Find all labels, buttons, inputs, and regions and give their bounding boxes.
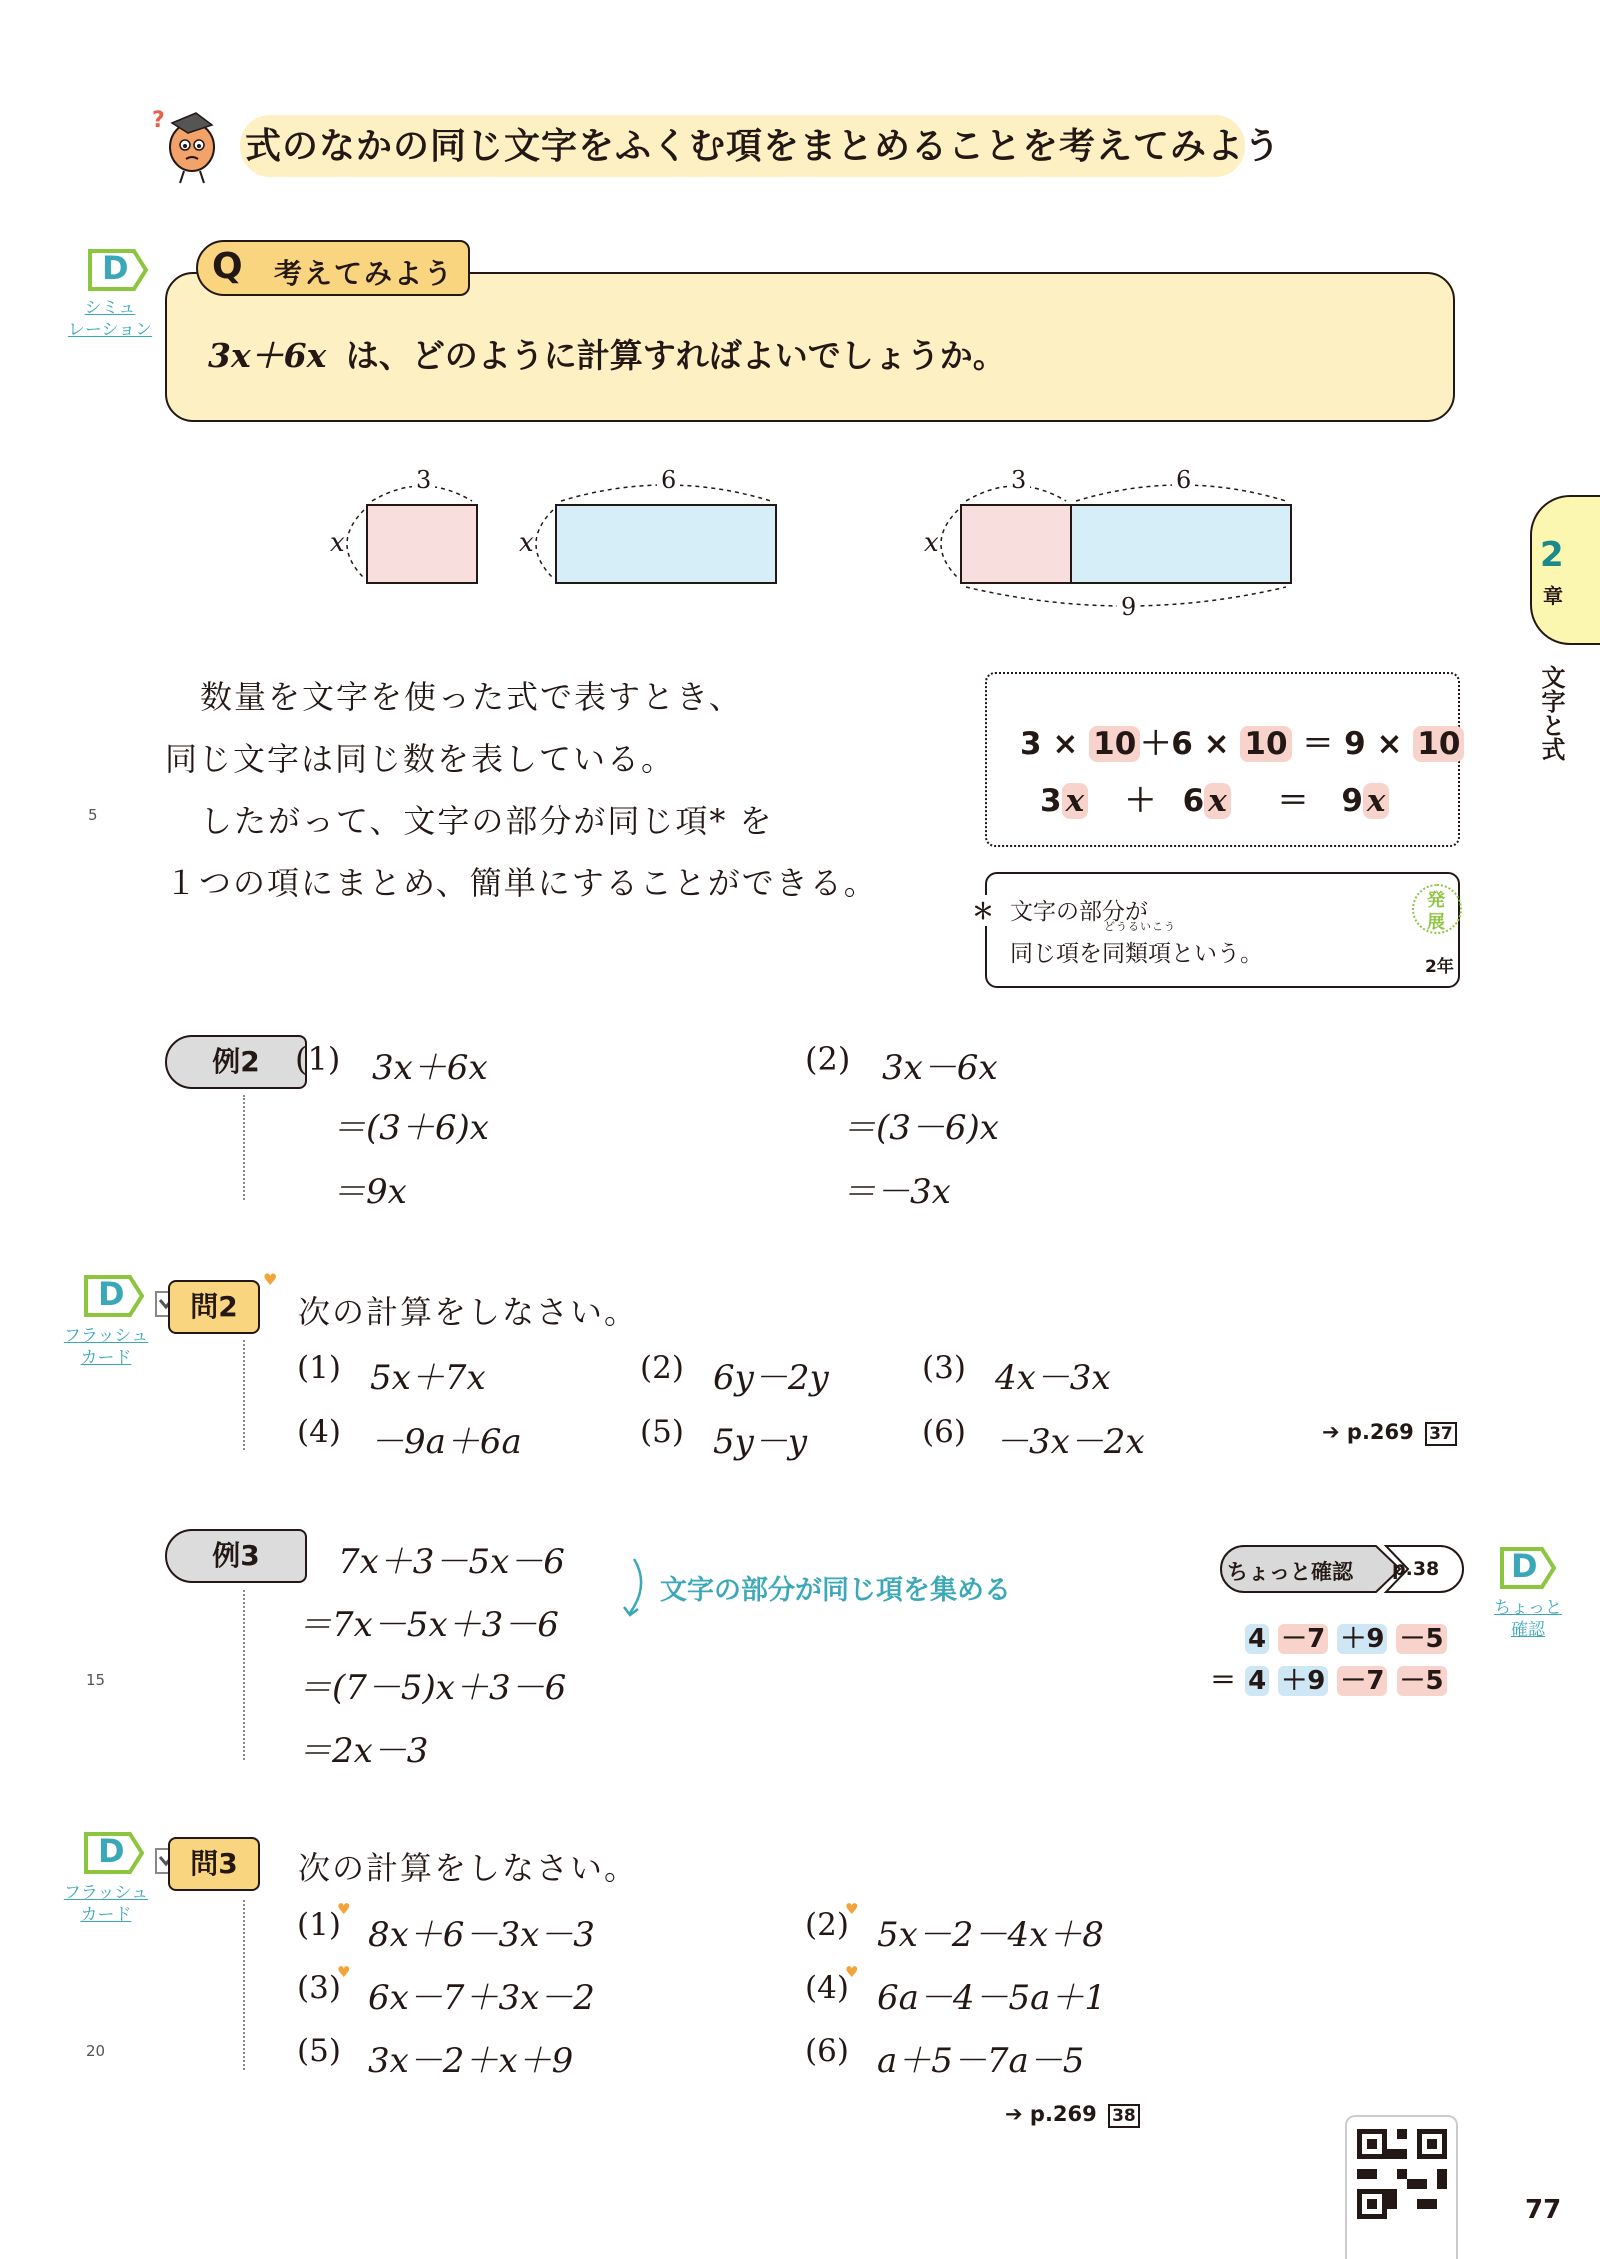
label-6-b: 6 xyxy=(1172,466,1195,494)
rect-9x xyxy=(941,485,1291,606)
answer-ref-2[interactable]: ➔ p.269 38 xyxy=(1005,2102,1140,2128)
p3-item-1-expr: 8x＋6－3x－3 xyxy=(368,1915,595,1955)
body-line-3: したがって、文字の部分が同じ項* を xyxy=(200,802,774,840)
example-3-label: 例3 xyxy=(165,1529,307,1583)
note-star: ＊ xyxy=(972,895,994,926)
line-number: 5 xyxy=(88,806,98,824)
d-letter: D xyxy=(98,1275,125,1313)
question-letter: Q xyxy=(212,246,243,287)
example-2-rule xyxy=(243,1095,245,1200)
label-9: 9 xyxy=(1117,593,1140,621)
page-title: 式のなかの同じ文字をふくむ項をまとめることを考えてみよう xyxy=(245,126,1282,167)
ruby-text: どうるいこう xyxy=(1104,920,1176,933)
p3-item-5-expr: 3x－2＋x＋9 xyxy=(368,2041,574,2081)
ex3-line-3: ＝(7－5)x＋3－6 xyxy=(298,1668,567,1708)
qr-code-card[interactable] xyxy=(1345,2115,1458,2259)
ex2-p2-l2: ＝(3－6)x xyxy=(842,1108,999,1148)
question-expr: 3x＋6x xyxy=(208,336,327,375)
p3-item-1-num: (1) xyxy=(297,1907,341,1943)
question-rest: は、どのように計算すればよいでしょうか。 xyxy=(345,336,1006,375)
question-text xyxy=(208,330,1006,377)
label-3-b: 3 xyxy=(1007,466,1030,494)
p2-item-3-num: (3) xyxy=(922,1350,966,1386)
mascot-icon xyxy=(150,105,225,185)
flashcard-label-2: カード xyxy=(80,1905,132,1925)
note-box xyxy=(985,872,1460,988)
problem-2-instruction: 次の計算をしなさい。 xyxy=(298,1293,639,1331)
page-number: 77 xyxy=(1525,2195,1562,2225)
quick-check-badge[interactable] xyxy=(1478,1545,1588,1645)
ex2-p2-l1: 3x－6x xyxy=(882,1048,998,1088)
note-line-2: 同じ項を どうるいこう 同類項という。 xyxy=(1010,920,1263,967)
answer-ref-1[interactable]: ➔ p.269 37 xyxy=(1322,1420,1457,1446)
example-3-rule xyxy=(243,1590,245,1760)
label-3-a: 3 xyxy=(412,466,435,494)
svg-text:?: ? xyxy=(152,108,165,133)
ex2-p1-l1: 3x＋6x xyxy=(372,1048,488,1088)
ref-number-box: 37 xyxy=(1425,1422,1457,1446)
body-line-2: 同じ文字は同じ数を表している。 xyxy=(165,740,676,778)
body-line-1: 数量を文字を使った式で表すとき、 xyxy=(200,678,743,716)
advanced-badge: 発 展 xyxy=(1412,884,1462,934)
flashcard-label-1: フラッシュ xyxy=(63,1883,149,1903)
problem-3-rule xyxy=(243,1900,245,2070)
body-line-4: １つの項にまとめ、簡単にすることができる。 xyxy=(165,864,878,902)
p2-item-1-expr: 5x＋7x xyxy=(370,1358,486,1398)
p3-item-5-num: (5) xyxy=(297,2033,341,2069)
problem-2-rule xyxy=(243,1340,245,1450)
highlight-10: 10 xyxy=(1089,726,1140,762)
p3-item-2-expr: 5x－2－4x＋8 xyxy=(877,1915,1104,1955)
ex2-p1-l2: ＝(3＋6)x xyxy=(332,1108,489,1148)
p2-item-1-num: (1) xyxy=(297,1350,341,1386)
heart-icon: ♥ xyxy=(263,1270,278,1289)
p2-item-2-num: (2) xyxy=(640,1350,684,1386)
ex2-p2-num: (2) xyxy=(805,1040,851,1078)
p3-item-3-num: (3) xyxy=(297,1970,341,2006)
flashcard-label-1: フラッシュ xyxy=(63,1326,149,1346)
line-number: 15 xyxy=(86,1671,106,1689)
d-letter: D xyxy=(98,1832,125,1870)
ex2-p2-l3: ＝－3x xyxy=(842,1172,951,1212)
area-diagram xyxy=(320,465,1320,625)
label-6-a: 6 xyxy=(657,466,680,494)
p2-item-2-expr: 6y－2y xyxy=(713,1358,829,1398)
label-x-c: x xyxy=(924,528,939,558)
ex3-line-4: ＝2x－3 xyxy=(298,1731,429,1771)
p2-item-5-expr: 5y－y xyxy=(713,1422,808,1462)
arrow-right-icon: ➔ xyxy=(1322,1420,1340,1444)
quick-check-page: p.38 xyxy=(1392,1558,1440,1580)
d-letter: D xyxy=(1511,1547,1538,1585)
line-number: 20 xyxy=(86,2042,106,2060)
problem-3-label: 問3 xyxy=(168,1837,260,1891)
p3-item-3-expr: 6x－7＋3x－2 xyxy=(368,1978,595,2018)
p3-item-6-expr: a＋5－7a－5 xyxy=(877,2041,1085,2081)
simulation-label-2: レーション xyxy=(67,320,153,340)
highlight-10: 10 xyxy=(1240,726,1291,762)
p2-item-3-expr: 4x－3x xyxy=(995,1358,1111,1398)
note-line-1: 文字の部分が xyxy=(1010,899,1148,925)
rect-6x xyxy=(536,485,776,583)
p3-item-4-expr: 6a－4－5a＋1 xyxy=(877,1978,1107,2018)
quick-check-label: ちょっと確認 xyxy=(1227,1560,1353,1584)
grade-label: 2年 xyxy=(1425,957,1454,977)
problem-2-label: 問2 xyxy=(168,1280,260,1334)
p3-item-6-num: (6) xyxy=(805,2033,849,2069)
rect-3x xyxy=(347,486,477,583)
quick-check-badge-label-2: 確認 xyxy=(1511,1620,1545,1640)
example-3-note: 文字の部分が同じ項を集める xyxy=(660,1575,1011,1606)
box-row-1: 3 × 10 ＋6 × 10 ＝ 9 × 10 xyxy=(1020,718,1464,763)
heart-icon: ♥ xyxy=(845,1963,859,1981)
chapter-number: 2 xyxy=(1540,535,1564,575)
ex3-line-1: 7x＋3－5x－6 xyxy=(338,1542,565,1582)
quick-check-badge-label-1: ちょっと xyxy=(1494,1598,1562,1618)
ex2-p1-l3: ＝9x xyxy=(332,1172,407,1212)
p3-item-4-num: (4) xyxy=(805,1970,849,2006)
ref-number-box: 38 xyxy=(1108,2104,1140,2128)
p2-item-4-expr: －9a＋6a xyxy=(370,1422,522,1462)
p2-item-6-num: (6) xyxy=(922,1414,966,1450)
p3-item-2-num: (2) xyxy=(805,1907,849,1943)
highlight-10: 10 xyxy=(1413,726,1464,762)
question-tab-label: 考えてみよう xyxy=(274,257,455,290)
section-name: 文字と式 xyxy=(1537,665,1565,761)
p2-item-5-num: (5) xyxy=(640,1414,684,1450)
simulation-label-1: シミュ xyxy=(84,298,136,318)
box-row-2: 3 x ＋ 6 x ＝ 9 x xyxy=(1040,775,1389,820)
d-letter: D xyxy=(102,249,129,287)
p2-item-6-expr: －3x－2x xyxy=(995,1422,1145,1462)
quick-check-row-2: ＝ 4 ＋9 －7 －5 xyxy=(1210,1660,1447,1697)
ex3-line-2: ＝7x－5x＋3－6 xyxy=(298,1605,559,1645)
ex2-p1-num: (1) xyxy=(295,1040,341,1078)
flashcard-label-2: カード xyxy=(80,1348,132,1368)
heart-icon: ♥ xyxy=(337,1900,351,1918)
label-x-b: x xyxy=(519,528,534,558)
p2-item-4-num: (4) xyxy=(297,1414,341,1450)
arrow-right-icon: ➔ xyxy=(1005,2102,1023,2126)
chapter-suffix: 章 xyxy=(1543,584,1563,608)
heart-icon: ♥ xyxy=(337,1963,351,1981)
problem-3-instruction: 次の計算をしなさい。 xyxy=(298,1849,639,1887)
quick-check-row-1: 4 －7 ＋9 －5 xyxy=(1245,1618,1447,1655)
qr-code-icon xyxy=(1357,2129,1447,2219)
label-x-a: x xyxy=(330,528,345,558)
example-2-label: 例2 xyxy=(165,1035,307,1089)
heart-icon: ♥ xyxy=(845,1900,859,1918)
curved-arrow-icon xyxy=(616,1555,656,1625)
